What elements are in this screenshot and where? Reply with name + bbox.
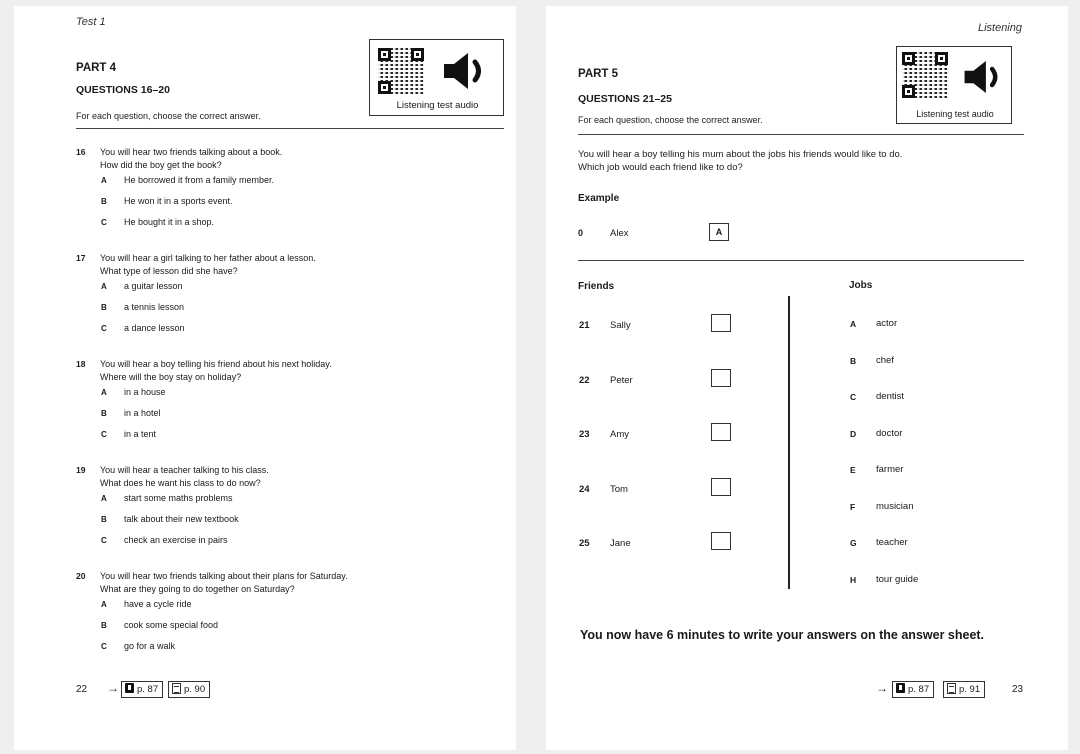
answer-box[interactable] [711, 369, 731, 387]
part-title: PART 4 [76, 62, 117, 74]
option-letter[interactable]: A [101, 494, 107, 503]
answer-box[interactable] [711, 314, 731, 332]
answer-sheet-reference[interactable] [943, 681, 985, 698]
job-name: farmer [876, 464, 904, 475]
option-letter[interactable]: C [101, 218, 107, 227]
job-name: tour guide [876, 573, 919, 585]
friend-name: Amy [610, 429, 629, 440]
option-text[interactable]: He won it in a sports event. [124, 196, 233, 206]
friend-number: 22 [579, 375, 590, 386]
job-letter: H [850, 574, 857, 585]
question-number: 19 [76, 465, 86, 475]
option-letter[interactable]: A [101, 388, 107, 397]
friend-name: Tom [610, 484, 628, 495]
friend-number: 25 [579, 538, 590, 549]
question-prompt: Where will the boy stay on holiday? [100, 372, 242, 382]
friend-number: 24 [579, 484, 590, 495]
answer-box[interactable] [711, 532, 731, 550]
part-title: PART 5 [578, 68, 619, 80]
example-name: Alex [610, 228, 629, 239]
question-context: You will hear two friends talking about their plans for Saturday. [100, 571, 348, 581]
question-prompt: What are they going to do together on Saturday? [100, 584, 295, 594]
sheet-icon [947, 683, 956, 694]
sheet-page: p. 90 [184, 684, 206, 695]
example-answer: A [709, 223, 729, 241]
option-text[interactable]: check an exercise in pairs [124, 535, 228, 545]
job-name: doctor [876, 427, 903, 439]
friends-heading: Friends [578, 281, 615, 292]
job-letter: C [850, 392, 857, 402]
option-text[interactable]: a tennis lesson [124, 302, 185, 312]
option-letter[interactable]: C [101, 324, 107, 333]
divider [578, 134, 1024, 135]
qr-code-icon [378, 48, 424, 94]
option-letter[interactable]: A [101, 282, 107, 291]
question-context: You will hear a teacher talking to his class. [100, 465, 269, 475]
question-number: 16 [76, 147, 86, 157]
example-label: Example [578, 193, 620, 204]
instruction: For each question, choose the correct answer. [76, 111, 261, 121]
book-icon [125, 683, 134, 693]
arrow-right-icon: → [107, 681, 119, 695]
option-text[interactable]: He bought it in a shop. [124, 217, 215, 227]
question-prompt: How did the boy get the book? [100, 160, 222, 170]
option-text[interactable]: in a tent [124, 429, 157, 439]
answer-box[interactable] [711, 423, 731, 441]
question-context: You will hear a boy telling his friend about his next holiday. [100, 359, 332, 369]
question-prompt: What does he want his class to do now? [100, 478, 261, 488]
running-header: Listening [977, 22, 1022, 34]
speaker-icon[interactable] [961, 57, 1009, 97]
divider [578, 260, 1024, 261]
book-reference[interactable] [121, 681, 163, 698]
divider [76, 128, 504, 129]
job-letter: E [850, 465, 856, 475]
question-number: 18 [76, 359, 86, 369]
audio-label: Listening test audio [916, 109, 994, 119]
option-text[interactable]: have a cycle ride [124, 599, 192, 609]
option-text[interactable]: in a hotel [124, 408, 161, 418]
job-name: dentist [876, 391, 904, 402]
question-context: You will hear a girl talking to her father about a lesson. [100, 253, 316, 263]
option-text[interactable]: cook some special food [124, 620, 219, 630]
job-name: actor [876, 318, 898, 329]
option-text[interactable]: He borrowed it from a family member. [124, 175, 275, 185]
page-number: 23 [1012, 684, 1024, 695]
option-letter[interactable]: B [101, 515, 107, 524]
example-number: 0 [578, 228, 584, 238]
running-header: Test 1 [76, 16, 106, 28]
job-letter: F [850, 501, 856, 512]
job-letter: D [850, 428, 857, 439]
question-prompt: What type of lesson did she have? [100, 266, 238, 276]
option-letter[interactable]: B [101, 409, 107, 418]
option-letter[interactable]: A [101, 600, 107, 609]
friend-number: 23 [579, 429, 590, 440]
job-name: chef [876, 354, 894, 366]
question-context: You will hear two friends talking about a book. [100, 147, 283, 157]
option-letter[interactable]: C [101, 430, 107, 439]
option-letter[interactable]: A [101, 176, 107, 185]
option-letter[interactable]: C [101, 642, 107, 651]
job-letter: G [850, 538, 857, 548]
audio-panel[interactable] [369, 39, 504, 116]
instruction: For each question, choose the correct answer. [578, 115, 763, 125]
page-number: 22 [76, 684, 88, 695]
audio-panel[interactable] [896, 46, 1012, 124]
option-text[interactable]: a dance lesson [124, 323, 185, 333]
option-letter[interactable]: B [101, 197, 107, 206]
answer-box[interactable] [711, 478, 731, 496]
questions-range: QUESTIONS 21–25 [578, 93, 672, 105]
option-text[interactable]: a guitar lesson [124, 281, 183, 291]
right-page [546, 6, 1068, 750]
job-name: musician [876, 500, 914, 512]
left-page [14, 6, 516, 750]
job-name: teacher [876, 537, 908, 548]
friend-number: 21 [579, 320, 590, 331]
book-page: p. 87 [908, 684, 930, 695]
speaker-icon[interactable] [440, 50, 494, 92]
job-letter: B [850, 355, 857, 366]
friend-name: Jane [610, 538, 631, 549]
answer-sheet-reference[interactable] [168, 681, 210, 698]
intro-line-1: You will hear a boy telling his mum about the jobs his friends would like to do. [578, 149, 903, 160]
questions-range: QUESTIONS 16–20 [76, 84, 170, 96]
sheet-icon [172, 683, 181, 694]
book-reference[interactable] [892, 681, 934, 698]
qr-code-icon [902, 52, 948, 98]
option-text[interactable]: in a house [124, 387, 166, 397]
question-number: 17 [76, 253, 86, 263]
option-letter[interactable]: B [101, 303, 107, 312]
option-text[interactable]: start some maths problems [124, 493, 233, 503]
job-letter: A [850, 319, 857, 329]
option-text[interactable]: go for a walk [124, 641, 176, 651]
audio-label: Listening test audio [396, 100, 479, 111]
option-letter[interactable]: C [101, 536, 107, 545]
friend-name: Peter [610, 375, 633, 386]
book-page: p. 87 [137, 684, 159, 695]
book-icon [896, 683, 905, 693]
option-text[interactable]: talk about their new textbook [124, 514, 239, 524]
column-divider [788, 296, 790, 589]
sheet-page: p. 91 [959, 684, 981, 695]
friend-name: Sally [610, 320, 631, 331]
intro-line-2: Which job would each friend like to do? [578, 162, 743, 173]
arrow-right-icon: → [876, 681, 888, 695]
jobs-heading: Jobs [849, 280, 873, 291]
question-number: 20 [76, 571, 86, 581]
final-instruction: You now have 6 minutes to write your answers on the answer sheet. [580, 628, 985, 642]
option-letter[interactable]: B [101, 621, 107, 630]
